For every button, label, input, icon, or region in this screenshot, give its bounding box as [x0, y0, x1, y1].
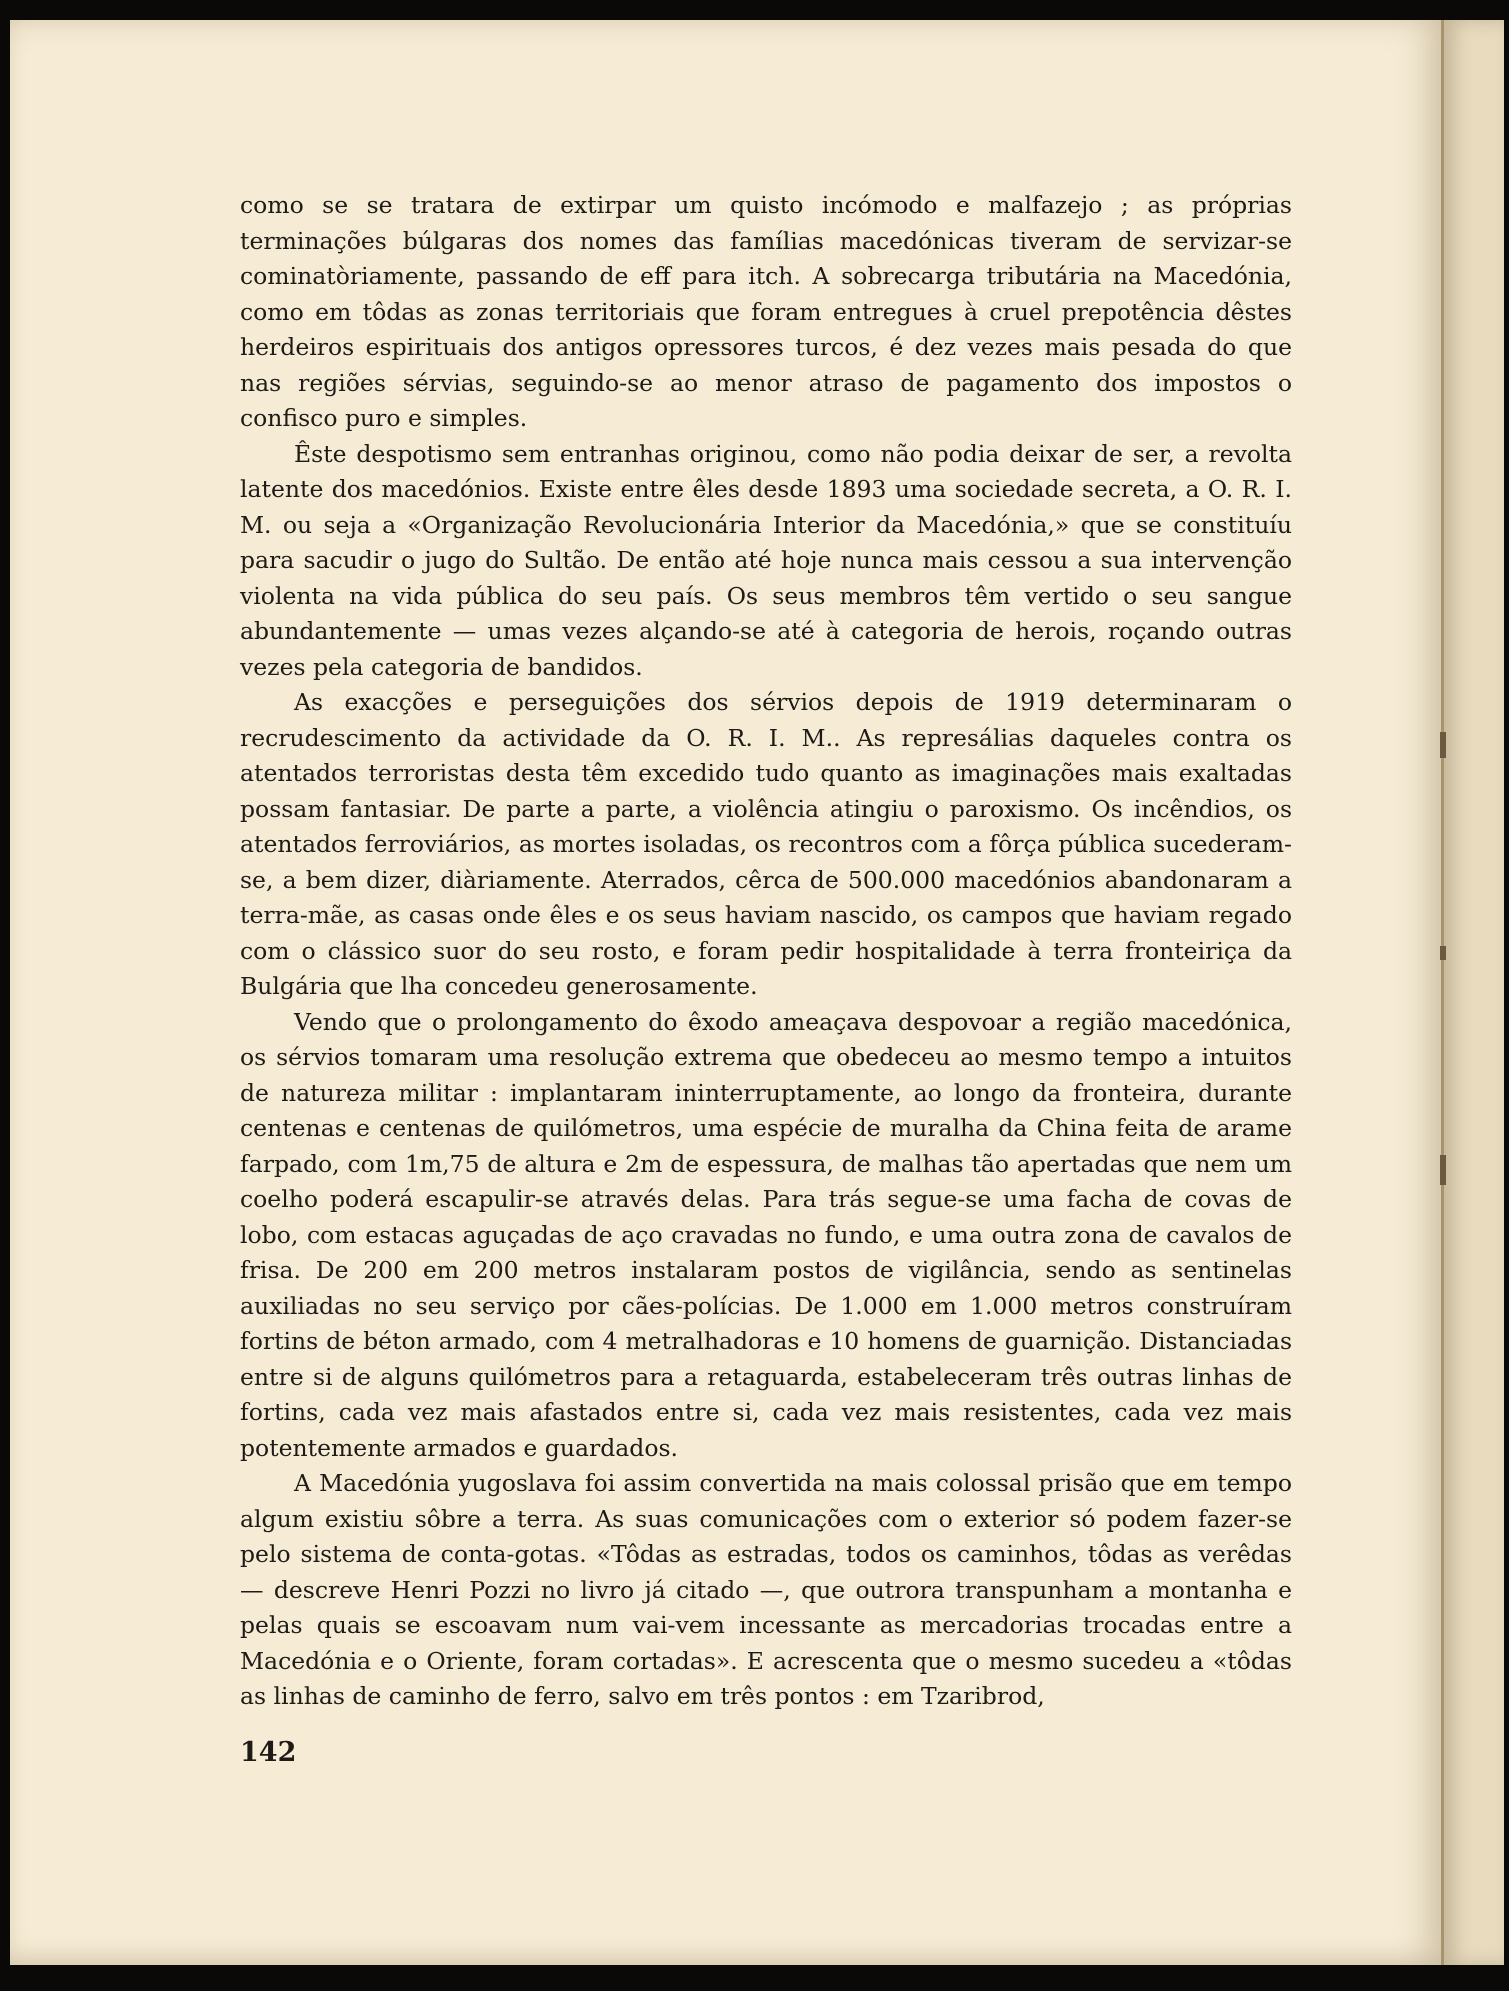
adjacent-page-edge [1441, 20, 1504, 1965]
paragraph: Vendo que o prolongamento do êxodo ameaçava despovoar a região macedónica, os sérvios tomaram uma resolução extrema que obedeceu ao mesmo tempo a intuitos de natureza militar : implantaram ininterruptamente, ao longo da fronteira, durante centenas e centenas de quilómetros, uma espécie de muralha da China feita de arame farpado, com 1m,75 de altura e 2m de espessura, de malhas tão apertadas que nem um coelho poderá escapulir-se através delas. Para trás segue-se uma facha de covas de lobo, com estacas aguçadas de aço cravadas no fundo, e uma outra zona de cavalos de frisa. De 200 em 200 metros instalaram postos de vigilância, sendo as sentinelas auxiliadas no seu serviço por cães-polícias. De 1.000 em 1.000 metros construíram fortins de béton armado, com 4 metralhadoras e 10 homens de guarnição. Distanciadas entre si de alguns quilómetros para a retaguarda, estabeleceram três outras linhas de fortins, cada vez mais afastados entre si, cada vez mais resistentes, cada vez mais potentemente armados e guardados. [240, 1007, 1292, 1462]
edge-mark [1440, 732, 1446, 758]
edge-mark [1440, 946, 1446, 960]
edge-mark [1440, 1155, 1446, 1185]
paragraph: Êste despotismo sem entranhas originou, como não podia deixar de ser, a revolta latente dos macedónios. Existe entre êles desde 1893 uma sociedade secreta, a O. R. I. M. ou seja a «Organização Revolucionária Interior da Macedónia,» que se constituíu para sacudir o jugo do Sultão. De então até hoje nunca mais cessou a sua intervenção violenta na vida pública do seu país. Os seus membros têm vertido o seu sangue abundantemente — umas vezes alçando-se até à categoria de herois, roçando outras vezes pela categoria de bandidos. [240, 439, 1292, 681]
paragraph: As exacções e perseguições dos sérvios depois de 1919 determinaram o recrudescimento da actividade da O. R. I. M.. As represálias daqueles contra os atentados terroristas desta têm excedido tudo quanto as imaginações mais exaltadas possam fantasiar. De parte a parte, a violência atingiu o paroxismo. Os incêndios, os atentados ferroviários, as mortes isoladas, os recontros com a fôrça pública sucederam-se, a bem dizer, diàriamente. Aterrados, cêrca de 500.000 macedónios abandonaram a terra-mãe, as casas onde êles e os seus haviam nascido, os campos que haviam regado com o clássico suor do seu rosto, e foram pedir hospitalidade à terra fronteiriça da Bulgária que lha concedeu generosamente. [240, 688, 1292, 1000]
body-text [240, 188, 1292, 1715]
page-number: 142 [240, 1737, 297, 1768]
paragraph: A Macedónia yugoslava foi assim convertida na mais colossal prisão que em tempo algum existiu sôbre a terra. As suas comunicações com o exterior só podem fazer-se pelo sistema de conta-gotas. «Tôdas as estradas, todos os caminhos, tôdas as verêdas — descreve Henri Pozzi no livro já citado —, que outrora transpunham a montanha e pelas quais se escoavam num vai-vem incessante as mercadorias trocadas entre a Macedónia e o Oriente, foram cortadas». E acrescenta que o mesmo sucedeu a «tôdas as linhas de caminho de ferro, salvo em três pontos : em Tzaribrod, [240, 1469, 1292, 1710]
paragraph: como se se tratara de extirpar um quisto incómodo e malfazejo ; as próprias terminações búlgaras dos nomes das famílias macedónicas tiveram de servizar-se cominatòriamente, passando de eff para itch. A sobrecarga tributária na Macedónia, como em tôdas as zonas territoriais que foram entregues à cruel prepotência dêstes herdeiros espirituais dos antigos opressores turcos, é dez vezes mais pesada do que nas regiões sérvias, seguindo-se ao menor atraso de pagamento dos impostos o confisco puro e simples. [240, 191, 1292, 432]
